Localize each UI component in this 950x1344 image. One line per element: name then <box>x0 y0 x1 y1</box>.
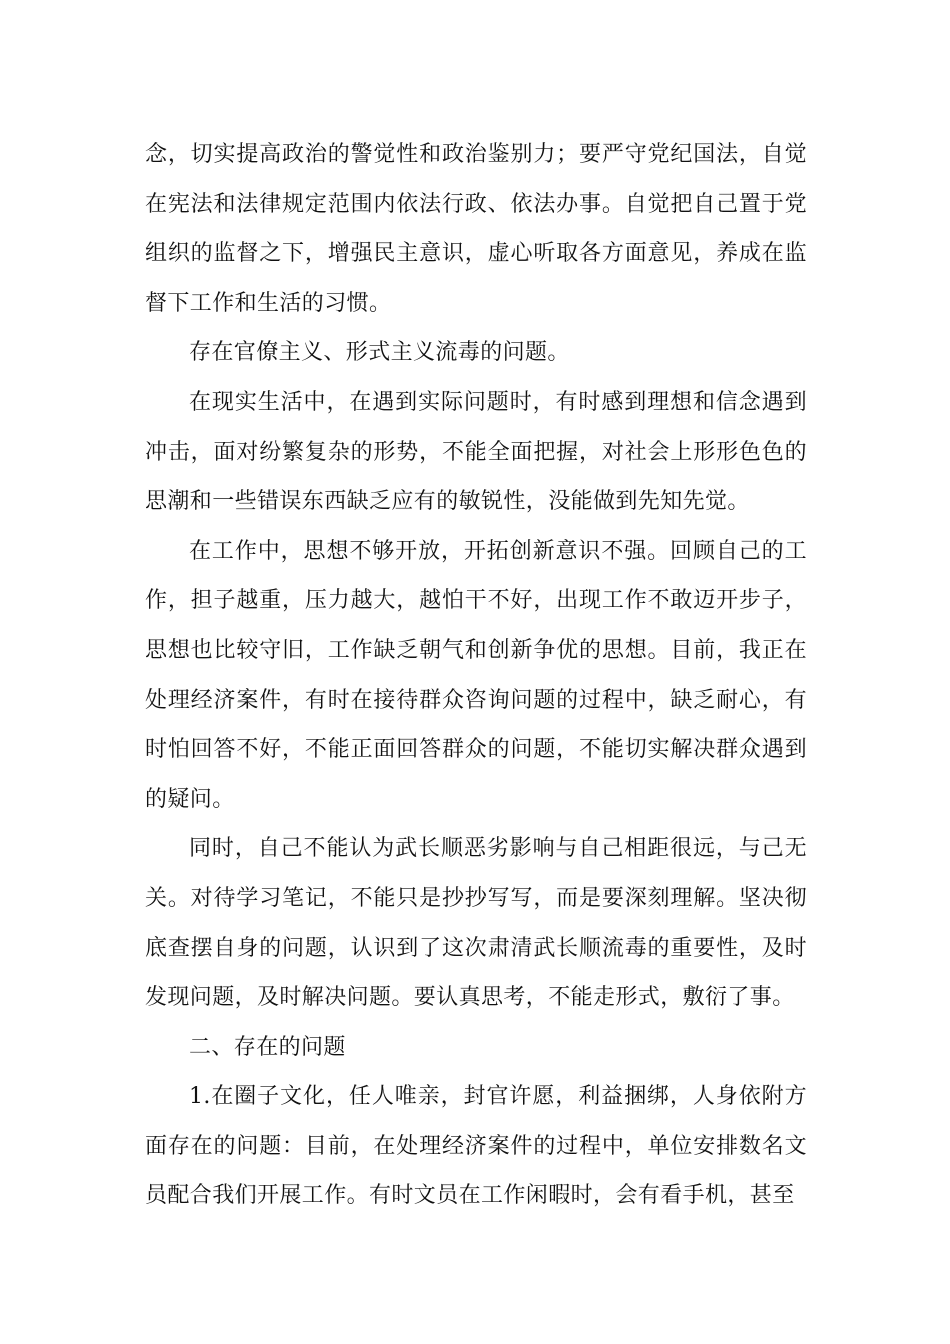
paragraph-work: 在工作中，思想不够开放，开拓创新意识不强。回顾自己的工作，担子越重，压力越大，越怕干不好，出现工作不敢迈开步子，思想也比较守旧，工作缺乏朝气和创新争优的思想。目前，我正在处理经济案件，有时在接待群众咨询问题的过程中，缺乏耐心，有时怕回答不好，不能正面回答群众的问题，不能切实解决群众遇到的疑问。 <box>145 538 807 812</box>
paragraph-bureaucracy-issue: 存在官僚主义、形式主义流毒的问题。 <box>189 340 570 366</box>
paragraph-continuation: 念，切实提高政治的警觉性和政治鉴别力；要严守党纪国法，自觉在宪法和法律规定范围内依法行政、依法办事。自觉把自己置于党组织的监督之下，增强民主意识，虚心听取各方面意见，养成在监督下工作和生活的习惯。 <box>145 142 807 316</box>
paragraph-meanwhile: 同时，自己不能认为武长顺恶劣影响与自己相距很远，与己无关。对待学习笔记，不能只是抄抄写写，而是要深刻理解。坚决彻底查摆自身的问题，认识到了这次肃清武长顺流毒的重要性，及时发现问题，及时解决问题。要认真思考，不能走形式，敷衍了事。 <box>145 836 807 1011</box>
document-body <box>145 130 807 1221</box>
section-heading-existing-problems: 二、存在的问题 <box>189 1034 346 1060</box>
paragraph-item-1: 1.在圈子文化，任人唯亲，封官许愿，利益捆绑，人身依附方面存在的问题：目前，在处理经济案件的过程中，单位安排数名文员配合我们开展工作。有时文员在工作闲暇时，会有看手机，甚至 <box>145 1084 807 1209</box>
paragraph-real-life: 在现实生活中，在遇到实际问题时，有时感到理想和信念遇到冲击，面对纷繁复杂的形势，不能全面把握，对社会上形形色色的思潮和一些错误东西缺乏应有的敏锐性，没能做到先知先觉。 <box>145 389 807 515</box>
